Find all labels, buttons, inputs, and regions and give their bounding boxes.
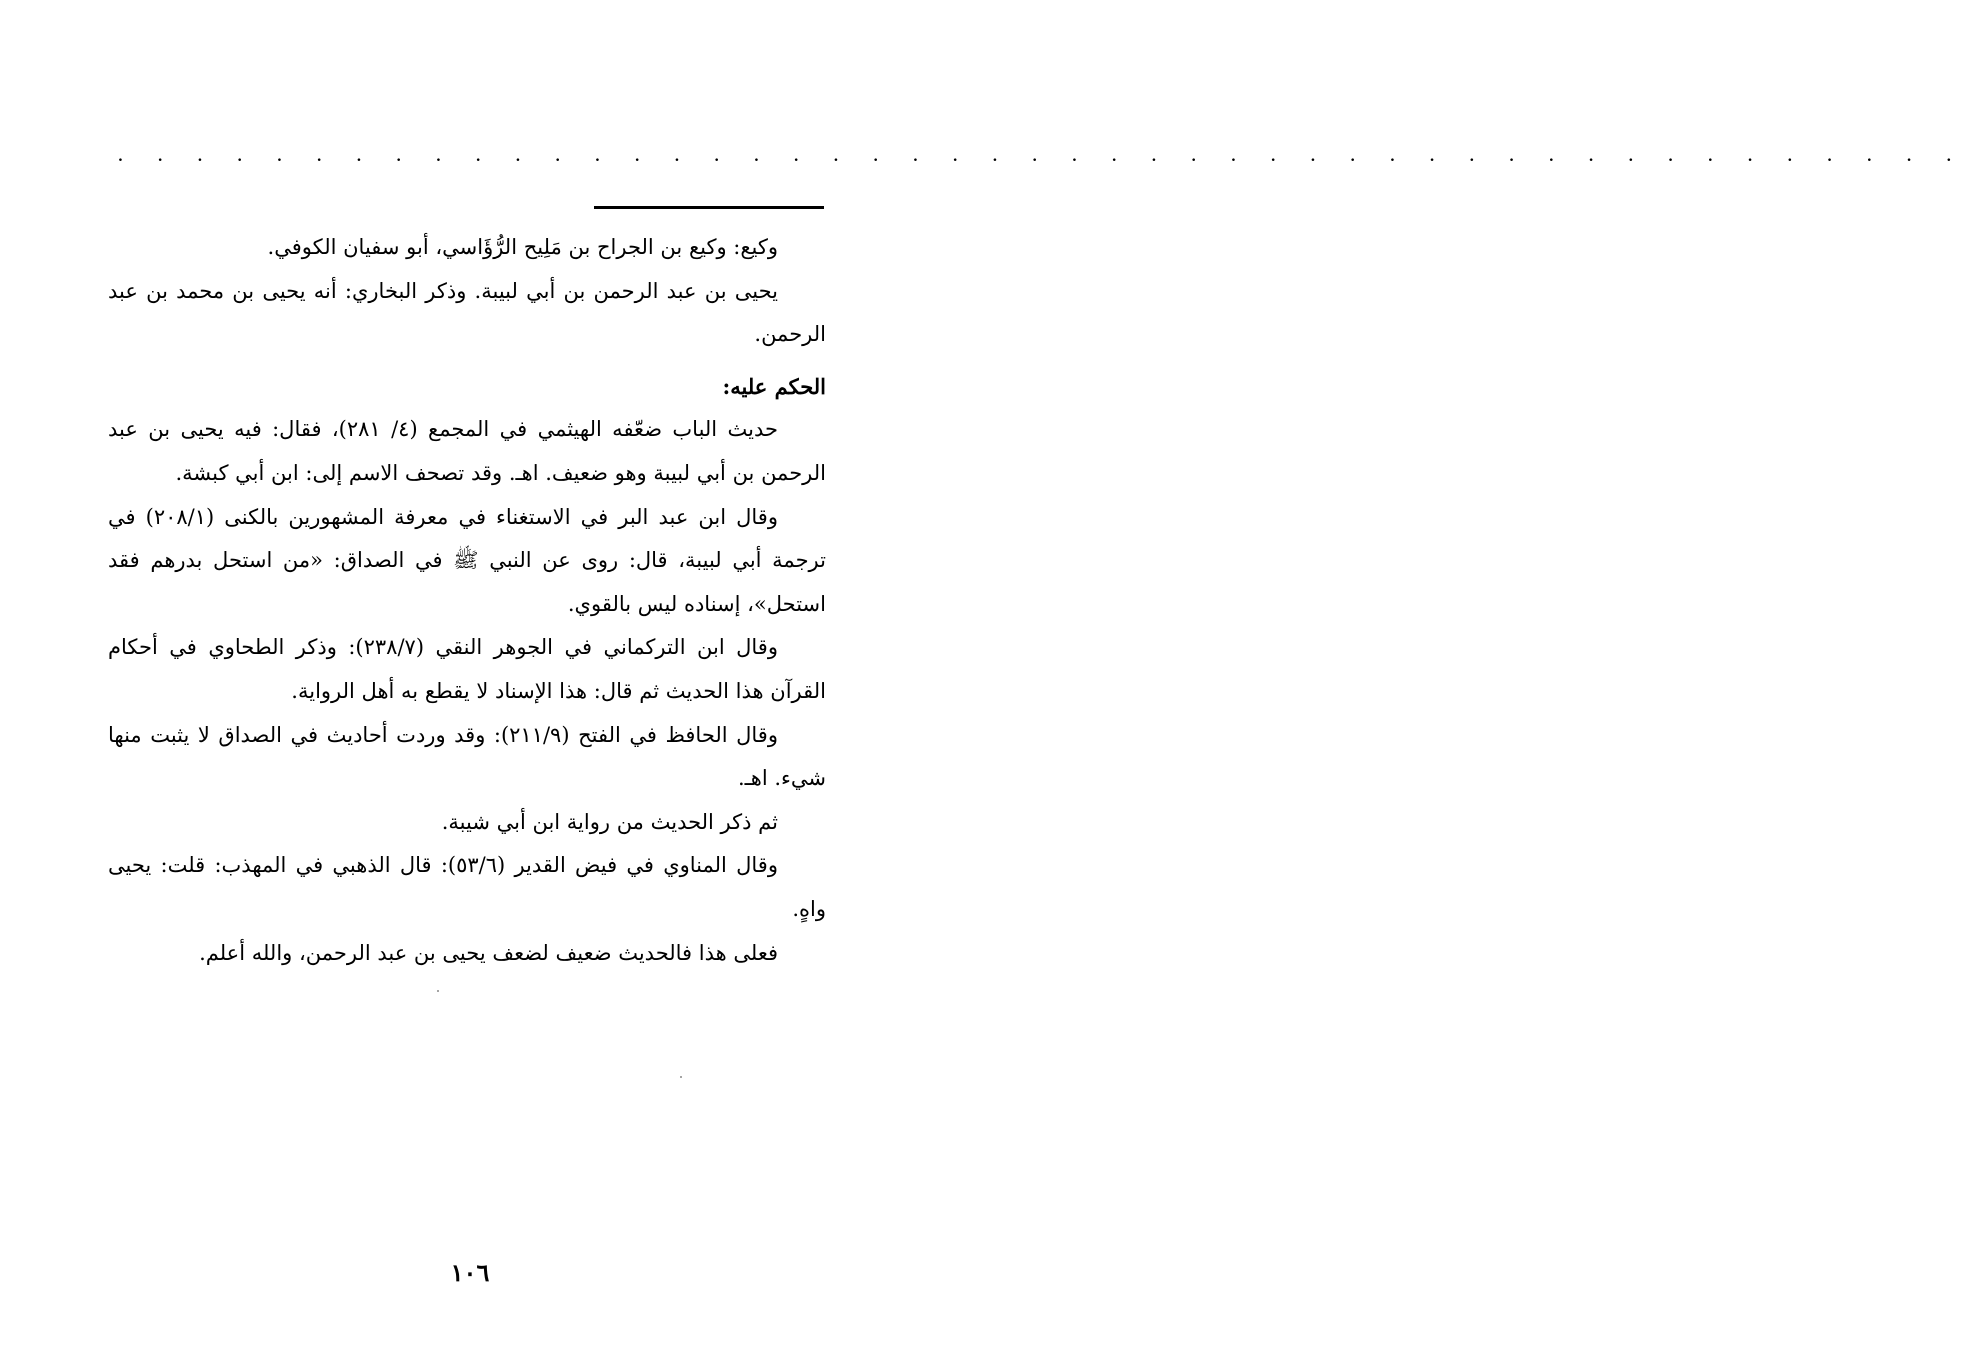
paragraph: وقال ابن عبد البر في الاستغناء في معرفة المشهورين بالكنى (٢٠٨/١) في ترجمة أبي لبيبة، قال: روى عن النبي ﷺ في الصداق: «من استحل بدرهم فقد استحل»، إسناده ليس بالقوي. xyxy=(108,504,826,616)
paragraph: حديث الباب ضعّفه الهيثمي في المجمع (٤/ ٢٨١)، فقال: فيه يحيى بن عبد الرحمن بن أبي لبيبة وهو ضعيف. اهـ. وقد تصحف الاسم إلى: ابن أبي كبشة. xyxy=(108,417,826,485)
paragraph: فعلى هذا فالحديث ضعيف لضعف يحيى بن عبد الرحمن، والله أعلم. xyxy=(199,940,778,965)
scan-speck xyxy=(437,990,439,992)
paragraph: وقال ابن التركماني في الجوهر النقي (٢٣٨/٧): وذكر الطحاوي في أحكام القرآن هذا الحديث ثم قال: هذا الإسناد لا يقطع به أهل الرواية. xyxy=(108,635,826,703)
section-heading: الحكم عليه: xyxy=(722,373,826,399)
scan-speck xyxy=(680,1076,682,1078)
footnote-line: يحيى بن عبد الرحمن بن أبي لبيبة. وذكر البخاري: أنه يحيى بن محمد بن عبد الرحمن. xyxy=(108,278,826,347)
paragraph: ثم ذكر الحديث من رواية ابن أبي شيبة. xyxy=(441,809,778,834)
footnote-rule xyxy=(594,206,824,209)
page-text xyxy=(108,226,826,975)
footnote-line: وكيع: وكيع بن الجراح بن مَلِيح الرُّؤَاسي، أبو سفيان الكوفي. xyxy=(267,235,778,259)
paragraph: وقال الحافظ في الفتح (٢١١/٩): وقد وردت أحاديث في الصداق لا يثبت منها شيء. اهـ. xyxy=(108,722,826,791)
dotted-separator: . . . . . . . . . . . . . . . . . . . . . . . . . . . . . . . . . . . . . . . . . . . . . . . xyxy=(118,149,1966,165)
page-number: ١٠٦ xyxy=(450,1258,490,1287)
paragraph: وقال المناوي في فيض القدير (٥٣/٦): قال الذهبي في المهذب: قلت: يحيى واهٍ. xyxy=(108,853,826,921)
